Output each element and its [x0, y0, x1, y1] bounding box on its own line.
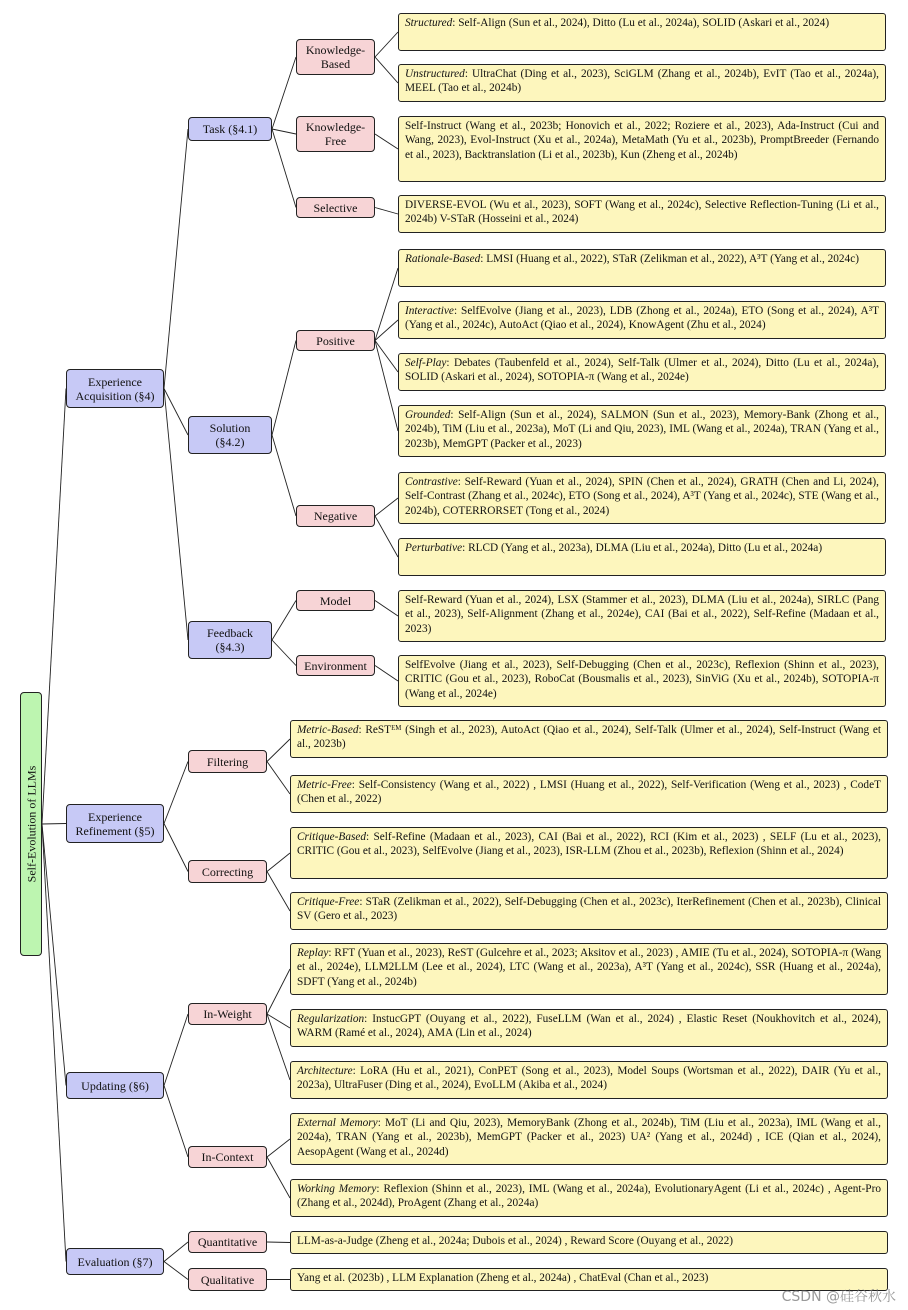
connector-filtering-node-to-leaf-metric-free	[267, 762, 290, 795]
solution-node: Solution (§4.2)	[188, 416, 272, 454]
connector-updating-node-to-in-context-node	[164, 1086, 188, 1158]
quantitative-node: Quantitative	[188, 1231, 267, 1253]
connector-correcting-node-to-leaf-critique-free	[267, 872, 290, 912]
task-node: Task (§4.1)	[188, 117, 272, 141]
watermark: CSDN @硅谷秋水	[781, 1289, 896, 1305]
connector-positive-node-to-leaf-grounded	[375, 341, 398, 432]
model-node: Model	[296, 590, 375, 611]
leaf-rationale-based: Rationale-Based: LMSI (Huang et al., 2022), STaR (Zelikman et al., 2022), A³T (Yang et al., 2024c)	[398, 249, 886, 287]
connector-experience-refinement-node-to-filtering-node	[164, 762, 188, 824]
leaf-critique-based: Critique-Based: Self-Refine (Madaan et al., 2023), CAI (Bai et al., 2022), RCI (Kim et al., 2023) , SELF (Lu et al., 2023), CRITIC (Gou et al., 2023), SelfEvolve (Jiang et al., 2023), ISR-LLM (Zhou et al., 2023b), Reflexion (Shinn et al., 2024)	[290, 827, 888, 879]
connector-evaluation-node-to-quantitative-node	[164, 1242, 188, 1262]
connector-knowledge-based-node-to-leaf-unstructured	[375, 57, 398, 83]
filtering-node: Filtering	[188, 750, 267, 773]
leaf-environment: SelfEvolve (Jiang et al., 2023), Self-Debugging (Chen et al., 2023c), Reflexion (Shinn et al., 2023), CRITIC (Gou et al., 2023), RoboCat (Bousmalis et al., 2023), SinViG (Xu et al., 2024b), SOTOPIA-π (Wang et al., 2024e)	[398, 655, 886, 707]
leaf-perturbative: Perturbative: RLCD (Yang et al., 2023a), DLMA (Liu et al., 2024a), Ditto (Lu et al., 2024a)	[398, 538, 886, 576]
leaf-metric-based: Metric-Based: ReSTᴱᴹ (Singh et al., 2023), AutoAct (Qiao et al., 2024), Self-Talk (Ulmer et al., 2024), Self-Instruct (Wang et al., 2023b)	[290, 720, 888, 758]
connector-in-context-node-to-leaf-working-memory	[267, 1157, 290, 1198]
knowledge-free-node: Knowledge-Free	[296, 116, 375, 152]
leaf-contrastive: Contrastive: Self-Reward (Yuan et al., 2024), SPIN (Chen et al., 2024), GRATH (Chen and Li, 2024), Self-Contrast (Zhang et al., 2024c), ETO (Song et al., 2024), A³T (Yang et al., 2024c), STE (Wang et al., 2024b), COTERRORSET (Tong et al., 2024)	[398, 472, 886, 524]
positive-node: Positive	[296, 330, 375, 351]
leaf-self-play: Self-Play: Debates (Taubenfeld et al., 2024), Self-Talk (Ulmer et al., 2024), Ditto (Lu et al., 2024a), SOLID (Askari et al., 2024), SOTOPIA-π (Wang et al., 2024e)	[398, 353, 886, 391]
leaf-knowledge-free: Self-Instruct (Wang et al., 2023b; Honovich et al., 2022; Roziere et al., 2023), Ada-Instruct (Cui and Wang, 2023), Evol-Instruct (Xu et al., 2024a), MetaMath (Yu et al., 2023b), PromptBreeder (Fernando et al., 2023), Backtranslation (Li et al., 2023b), Kun (Zheng et al., 2024b)	[398, 116, 886, 182]
connector-task-node-to-knowledge-based-node	[272, 57, 296, 129]
connector-root-node-to-experience-refinement-node	[42, 824, 66, 825]
connector-correcting-node-to-leaf-critique-based	[267, 853, 290, 872]
feedback-node: Feedback (§4.3)	[188, 621, 272, 659]
connector-experience-acquisition-node-to-feedback-node	[164, 389, 188, 641]
leaf-interactive: Interactive: SelfEvolve (Jiang et al., 2023), LDB (Zhong et al., 2024a), ETO (Song et al., 2024), A³T (Yang et al., 2024c), AutoAct (Qiao et al., 2024), KnowAgent (Zhu et al., 2024)	[398, 301, 886, 339]
connector-quantitative-node-to-leaf-quantitative	[267, 1242, 290, 1243]
connector-in-weight-node-to-leaf-replay	[267, 969, 290, 1014]
leaf-metric-free: Metric-Free: Self-Consistency (Wang et al., 2022) , LMSI (Huang et al., 2022), Self-Verification (Weng et al., 2023) , CodeT (Chen et al., 2022)	[290, 775, 888, 813]
connector-root-node-to-experience-acquisition-node	[42, 389, 66, 825]
connector-experience-refinement-node-to-correcting-node	[164, 824, 188, 872]
leaf-external-memory: External Memory: MoT (Li and Qiu, 2023), MemoryBank (Zhong et al., 2024b), TiM (Liu et al., 2023a), IML (Wang et al., 2024a), TRAN (Yang et al., 2023b), MemGPT (Packer et al., 2023) UA² (Yang et al., 2024d) , ICE (Qian et al., 2024), AesopAgent (Wang et al., 2024d)	[290, 1113, 888, 1165]
connector-environment-node-to-leaf-environment	[375, 666, 398, 682]
leaf-unstructured: Unstructured: UltraChat (Ding et al., 2023), SciGLM (Zhang et al., 2024b), EvIT (Tao et al., 2024a), MEEL (Tao et al., 2024b)	[398, 64, 886, 102]
experience-refinement-node: Experience Refinement (§5)	[66, 804, 164, 843]
leaf-quantitative: LLM-as-a-Judge (Zheng et al., 2024a; Dubois et al., 2024) , Reward Score (Ouyang et al., 2022)	[290, 1231, 888, 1254]
leaf-working-memory: Working Memory: Reflexion (Shinn et al., 2023), IML (Wang et al., 2024a), EvolutionaryAgent (Li et al., 2024c) , Agent-Pro (Zhang et al., 2024d), ProAgent (Zhang et al., 2024a)	[290, 1179, 888, 1217]
leaf-model: Self-Reward (Yuan et al., 2024), LSX (Stammer et al., 2023), DLMA (Liu et al., 2024a), SIRLC (Pang et al., 2023), Self-Alignment (Zhang et al., 2024e), CAI (Bai et al., 2022), Self-Refine (Madaan et al., 2023)	[398, 590, 886, 642]
leaf-qualitative: Yang et al. (2023b) , LLM Explanation (Zheng et al., 2024a) , ChatEval (Chan et al., 2023)	[290, 1268, 888, 1291]
connector-root-node-to-updating-node	[42, 824, 66, 1086]
leaf-structured: Structured: Self-Align (Sun et al., 2024), Ditto (Lu et al., 2024a), SOLID (Askari et al., 2024)	[398, 13, 886, 51]
connector-negative-node-to-leaf-contrastive	[375, 498, 398, 516]
connector-in-weight-node-to-leaf-architecture	[267, 1014, 290, 1080]
connector-selective-node-to-leaf-selective	[375, 208, 398, 215]
selective-node: Selective	[296, 197, 375, 218]
qualitative-node: Qualitative	[188, 1268, 267, 1291]
connector-in-weight-node-to-leaf-regularization	[267, 1014, 290, 1028]
updating-node: Updating (§6)	[66, 1072, 164, 1099]
leaf-selective: DIVERSE-EVOL (Wu et al., 2023), SOFT (Wang et al., 2024c), Selective Reflection-Tuning (Li et al., 2024b) V-STaR (Hosseini et al., 2024)	[398, 195, 886, 233]
connector-task-node-to-knowledge-free-node	[272, 129, 296, 134]
in-context-node: In-Context	[188, 1146, 267, 1168]
leaf-grounded: Grounded: Self-Align (Sun et al., 2024), SALMON (Sun et al., 2023), Memory-Bank (Zhong et al., 2024b), TiM (Liu et al., 2023a), MoT (Li and Qiu, 2023), IML (Wang et al., 2024a), TRAN (Yang et al., 2023b), MemGPT (Packer et al., 2023)	[398, 405, 886, 457]
leaf-replay: Replay: RFT (Yuan et al., 2023), ReST (Gulcehre et al., 2023; Aksitov et al., 2023) , AMIE (Tu et al., 2024), SOTOPIA-π (Wang et al., 2024e), LLM2LLM (Lee et al., 2024), LTC (Wang et al., 2023a), A³T (Yang et al., 2024c), SSR (Huang et al., 2024a), SDFT (Yang et al., 2024b)	[290, 943, 888, 995]
leaf-regularization: Regularization: InstucGPT (Ouyang et al., 2022), FuseLLM (Wan et al., 2024) , Elastic Reset (Noukhovitch et al., 2024), WARM (Ramé et al., 2024), AMA (Lin et al., 2024)	[290, 1009, 888, 1047]
connector-positive-node-to-leaf-rationale-based	[375, 268, 398, 341]
connector-task-node-to-selective-node	[272, 129, 296, 208]
connector-negative-node-to-leaf-perturbative	[375, 516, 398, 557]
root-label: Self-Evolution of LLMs	[24, 765, 38, 883]
connector-knowledge-free-node-to-leaf-knowledge-free	[375, 134, 398, 149]
connector-feedback-node-to-model-node	[272, 601, 296, 641]
connector-positive-node-to-leaf-self-play	[375, 341, 398, 373]
leaf-architecture: Architecture: LoRA (Hu et al., 2021), ConPET (Song et al., 2023), Model Soups (Wortsman et al., 2022), DAIR (Yu et al., 2023a), UltraFuser (Ding et al., 2024), EvoLLM (Akiba et al., 2024)	[290, 1061, 888, 1099]
connector-experience-acquisition-node-to-task-node	[164, 129, 188, 389]
connector-root-node-to-evaluation-node	[42, 824, 66, 1262]
connector-solution-node-to-negative-node	[272, 435, 296, 516]
leaf-critique-free: Critique-Free: STaR (Zelikman et al., 2022), Self-Debugging (Chen et al., 2023c), IterRefinement (Chen et al., 2023b), Clinical SV (Gero et al., 2023)	[290, 892, 888, 930]
experience-acquisition-node: Experience Acquisition (§4)	[66, 369, 164, 408]
root-node	[20, 692, 42, 956]
connector-model-node-to-leaf-model	[375, 601, 398, 617]
connector-knowledge-based-node-to-leaf-structured	[375, 32, 398, 57]
connector-feedback-node-to-environment-node	[272, 640, 296, 666]
connector-updating-node-to-in-weight-node	[164, 1014, 188, 1086]
environment-node: Environment	[296, 655, 375, 676]
knowledge-based-node: Knowledge-Based	[296, 39, 375, 75]
connector-in-context-node-to-leaf-external-memory	[267, 1139, 290, 1157]
correcting-node: Correcting	[188, 860, 267, 883]
connector-positive-node-to-leaf-interactive	[375, 320, 398, 341]
negative-node: Negative	[296, 505, 375, 527]
evaluation-node: Evaluation (§7)	[66, 1248, 164, 1275]
connector-solution-node-to-positive-node	[272, 341, 296, 436]
in-weight-node: In-Weight	[188, 1003, 267, 1025]
connector-filtering-node-to-leaf-metric-based	[267, 739, 290, 762]
connector-evaluation-node-to-qualitative-node	[164, 1262, 188, 1280]
connector-experience-acquisition-node-to-solution-node	[164, 389, 188, 436]
